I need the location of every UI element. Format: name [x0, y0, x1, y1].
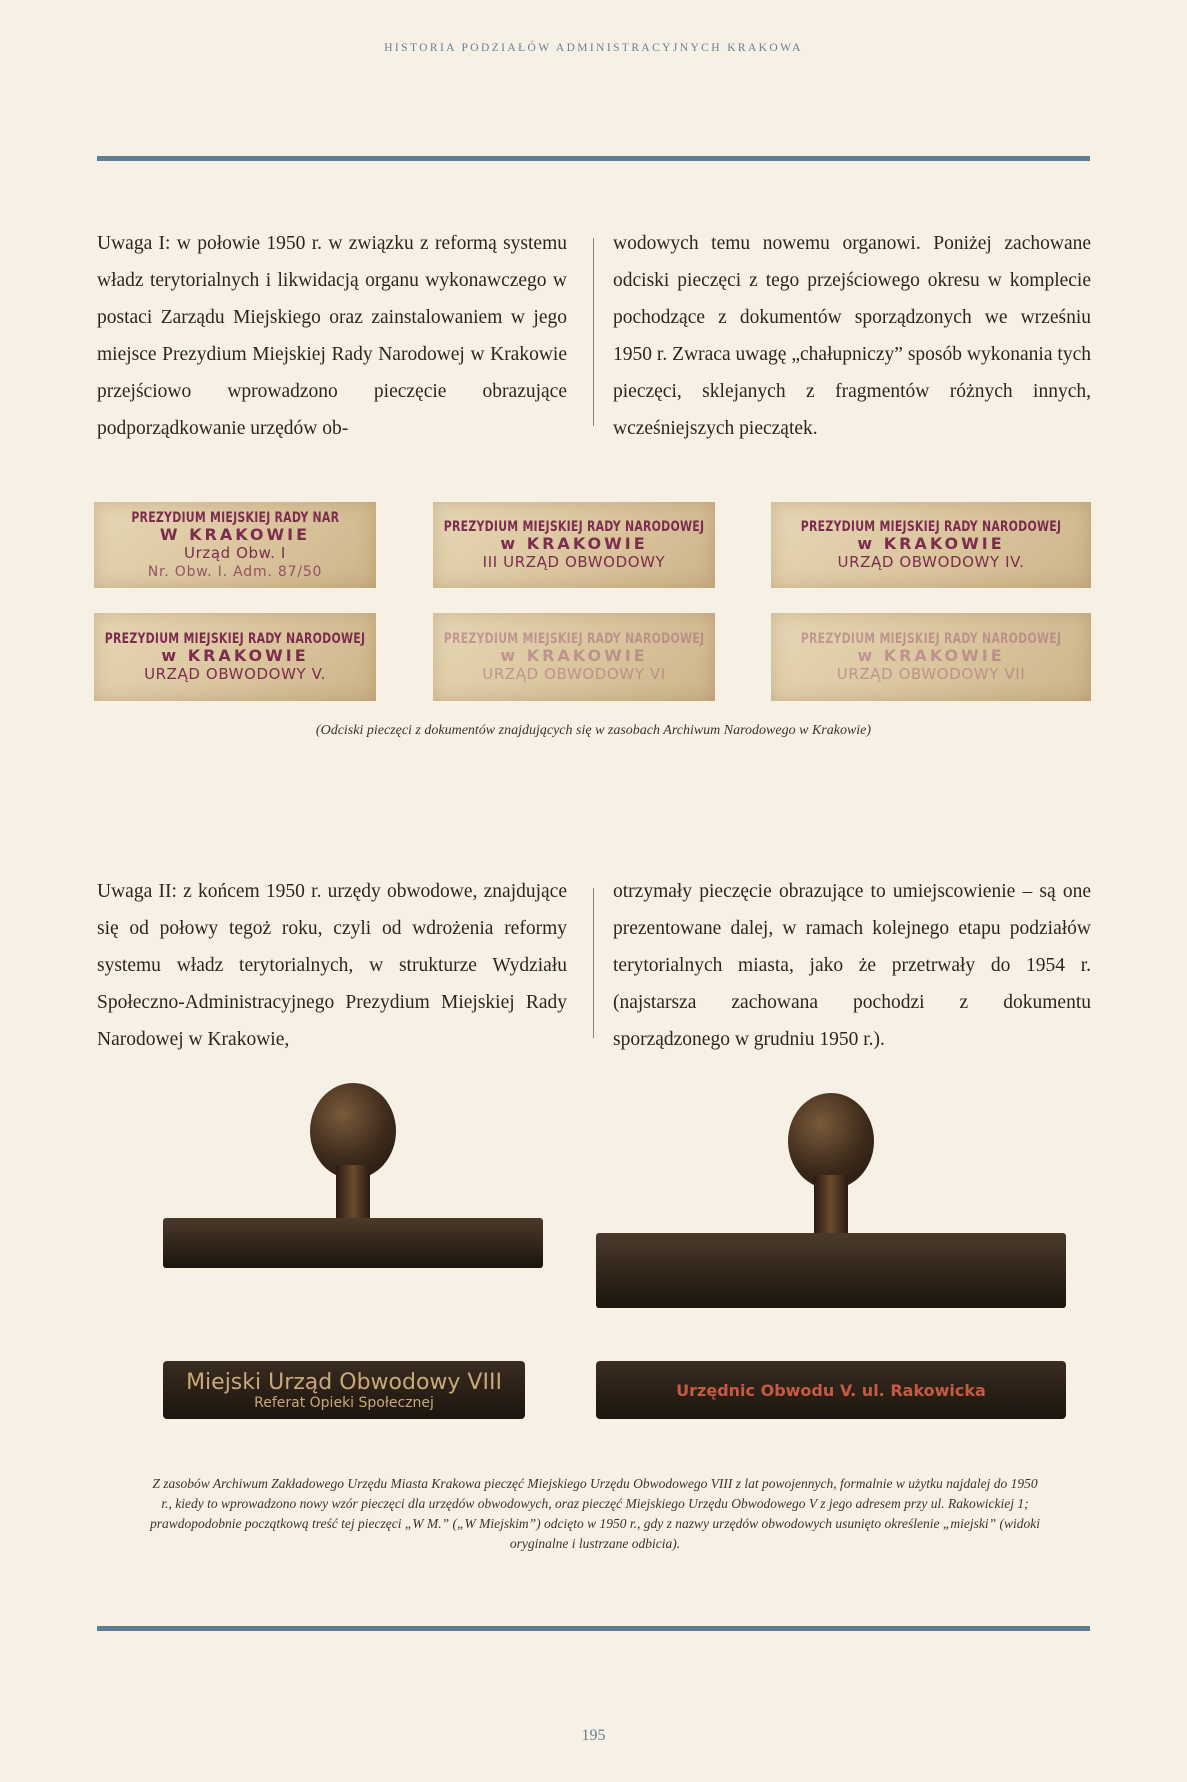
stamp-line3: URZĄD OBWODOWY IV.	[837, 552, 1025, 571]
handstamp-photo-right	[596, 1093, 1066, 1278]
rubber-face-left	[163, 1361, 525, 1419]
stamp-line3: URZĄD OBWODOWY VII	[836, 664, 1026, 683]
stamp-line2: w KRAKOWIE	[857, 534, 1005, 554]
stamp-line1: PREZYDIUM MIEJSKIEJ RADY NARODOWEJ	[800, 631, 1062, 648]
handstamps-caption: Z zasobów Archiwum Zakładowego Urzędu Miasta Krakowa pieczęć Miejskiego Urzędu Obwodowego VIII z lat powojennych, formalnie w użytku najdalej do 1950 r., kiedy to wprowadzono nowy wzór pieczęci dla urzędów obwodowych, oraz pieczęć Miejskiego Urzędu Obwodowego V z jego adresem przy ul. Rakowickiej 1; prawdopodobnie początkową treść tej pieczęci „W M.” („W Miejskim”) odcięto w 1950 r., gdy z nazwy urzędów obwodowych usunięto określenie „miejski” (widoki oryginalne i lustrzane odbicia).	[150, 1476, 1040, 1551]
handstamp-bar	[596, 1233, 1066, 1308]
stamps-caption: (Odciski pieczęci z dokumentów znajdujących się w zasobach Archiwum Narodowego w Krakowie)	[315, 723, 872, 738]
stamp-line1: PREZYDIUM MIEJSKIEJ RADY NAR	[131, 510, 339, 527]
stamp-line2: w KRAKOWIE	[161, 646, 309, 666]
stamp-line3: III URZĄD OBWODOWY	[482, 552, 666, 571]
stamp-line2: w KRAKOWIE	[500, 646, 648, 666]
stamp-line1: PREZYDIUM MIEJSKIEJ RADY NARODOWEJ	[443, 631, 705, 648]
stamp-line2: W KRAKOWIE	[159, 525, 311, 545]
stamp-line3: URZĄD OBWODOWY V.	[144, 664, 326, 683]
stamp-impression-2	[433, 502, 715, 588]
section1-left-column: Uwaga I: w połowie 1950 r. w związku z reformą systemu władz terytorialnych i likwidacją organu wykonawczego w postaci Zarządu Miejskiego oraz zainstalowaniem w jego miejsce Prezydium Miejskiej Rady Narodowej w Krakowie przejściowo wprowadzono pieczęcie obrazujące podporządkowanie urzędów ob-	[97, 233, 567, 439]
section2-left-column: Uwaga II: z końcem 1950 r. urzędy obwodowe, znajdujące się od połowy tegoż roku, czyli od wdrożenia reformy systemu władz terytorialnych, w strukturze Wydziału Społeczno-Administracyjnego Prezydium Miejskiej Rady Narodowej w Krakowie,	[97, 881, 567, 1050]
column-divider-2	[593, 888, 594, 1038]
rubber-text-line1: Miejski Urząd Obwodowy VIII	[186, 1369, 502, 1395]
stamp-impression-1	[94, 502, 376, 588]
handstamp-neck	[814, 1175, 848, 1235]
top-rule	[97, 156, 1090, 161]
stamp-line1: PREZYDIUM MIEJSKIEJ RADY NARODOWEJ	[800, 519, 1062, 536]
stamp-line2: w KRAKOWIE	[857, 646, 1005, 666]
stamp-impression-3	[771, 502, 1091, 588]
handstamp-bar	[163, 1218, 543, 1268]
column-divider-1	[593, 238, 594, 426]
stamp-impression-6	[771, 613, 1091, 701]
stamp-line4: Nr. Obw. I. Adm. 87/50	[147, 563, 323, 580]
stamp-impression-5	[433, 613, 715, 701]
section2-right-column: otrzymały pieczęcie obrazujące to umiejscowienie – są one prezentowane dalej, w ramach kolejnego etapu podziałów terytorialnych miasta, jako że przetrwały do 1954 r. (najstarsza zachowana pochodzi z dokumentu sporządzonego w grudniu 1950 r.).	[613, 881, 1091, 1050]
rubber-text-line1: Urzędnic Obwodu V. ul. Rakowicka	[676, 1380, 986, 1400]
stamp-line1: PREZYDIUM MIEJSKIEJ RADY NARODOWEJ	[104, 631, 366, 648]
stamp-line1: PREZYDIUM MIEJSKIEJ RADY NARODOWEJ	[443, 519, 705, 536]
stamp-line3: URZĄD OBWODOWY VI	[482, 664, 666, 683]
page-number: 195	[581, 1727, 606, 1744]
stamp-line2: w KRAKOWIE	[500, 534, 648, 554]
handstamp-photo-left	[163, 1083, 543, 1268]
running-header: HISTORIA PODZIAŁÓW ADMINISTRACYJNYCH KRAKOWA	[384, 42, 803, 54]
bottom-rule	[97, 1626, 1090, 1631]
stamp-line3: Urząd Obw. I	[184, 543, 286, 562]
rubber-face-right	[596, 1361, 1066, 1419]
stamp-impression-4	[94, 613, 376, 701]
handstamp-neck	[336, 1165, 370, 1225]
section1-right-column: wodowych temu nowemu organowi. Poniżej zachowane odciski pieczęci z tego przejściowego okresu w komplecie pochodzące z dokumentów sporządzonych we wrześniu 1950 r. Zwraca uwagę „chałupniczy” sposób wykonania tych pieczęci, sklejanych z fragmentów różnych innych, wcześniejszych pieczątek.	[613, 233, 1091, 439]
rubber-text-line2: Referat Opieki Społecznej	[254, 1394, 434, 1411]
